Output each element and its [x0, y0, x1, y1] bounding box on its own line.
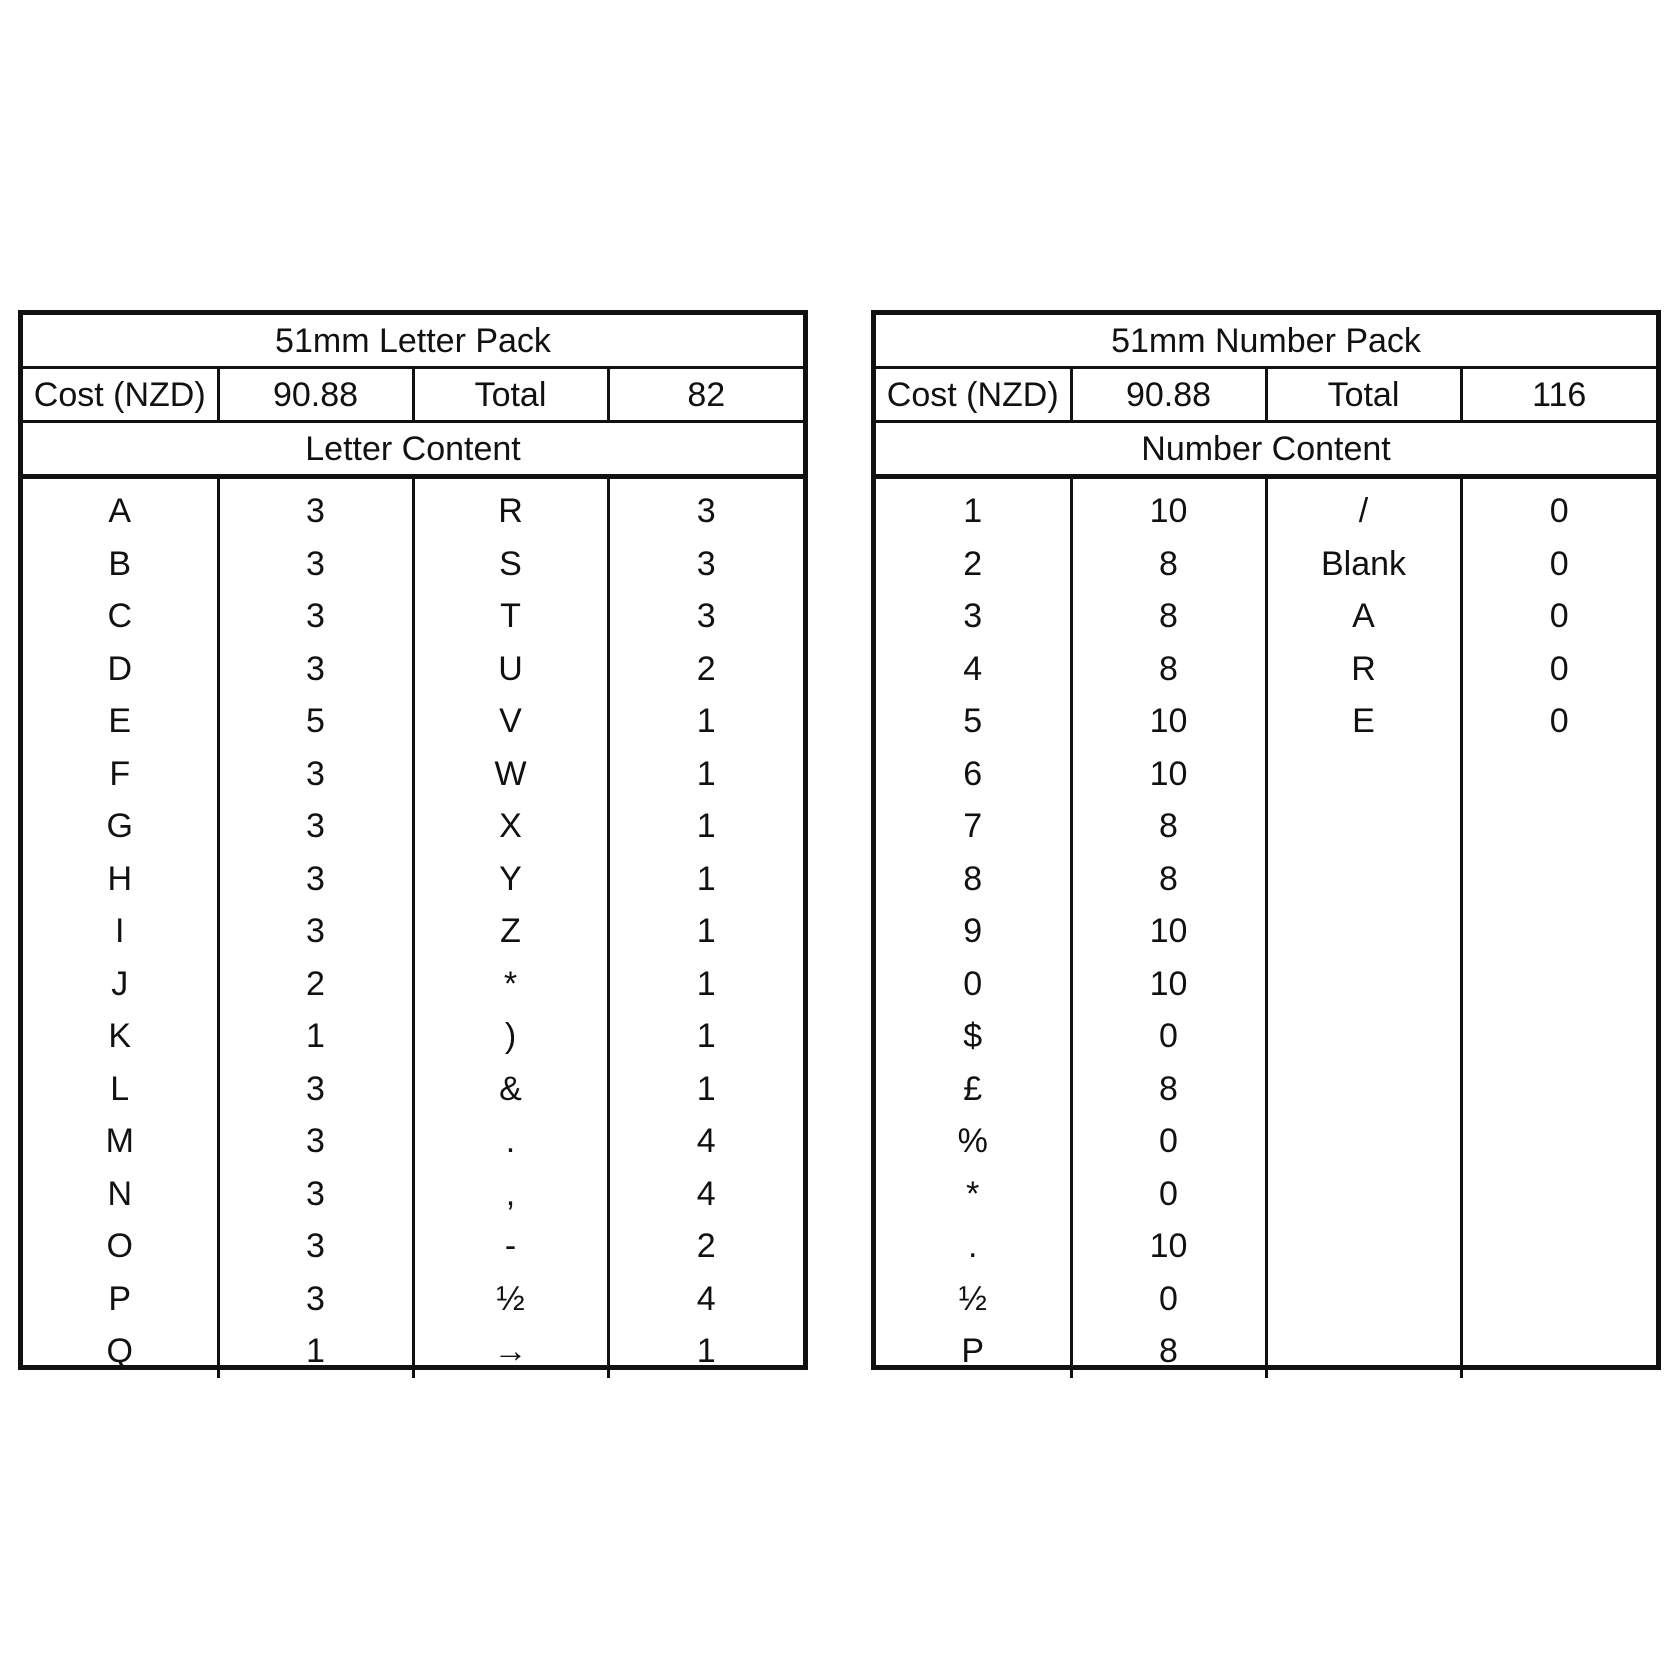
- number-pack-item-2-cell: [1266, 1168, 1461, 1221]
- number-pack-item-cell: .: [968, 1227, 978, 1266]
- letter-pack-count-cell: 3: [218, 905, 413, 958]
- letter-pack-item-cell: Q: [106, 1332, 133, 1371]
- number-pack-item-cell: 9: [963, 912, 983, 951]
- letter-pack-item-2-cell: .: [413, 1115, 608, 1168]
- letter-pack-count-cell: 3: [218, 538, 413, 591]
- number-pack-count-cell: 8: [1071, 538, 1266, 591]
- letter-pack-item-cell: B: [108, 544, 132, 583]
- number-pack-count-cell: 0: [1071, 1168, 1266, 1221]
- number-pack-count-2-cell: 0: [1461, 643, 1656, 696]
- number-pack-item-cell: 1: [963, 492, 983, 531]
- number-pack-item-cell: 8: [963, 859, 983, 898]
- number-pack-count-2-cell: [1461, 748, 1656, 801]
- number-pack-count-2-cell: [1461, 1168, 1656, 1221]
- number-pack-item-cell: 2: [963, 544, 983, 583]
- letter-pack-cost-value: 90.88: [218, 368, 413, 422]
- number-pack-row: [876, 1325, 1656, 1378]
- number-pack-item-2-cell: /: [1266, 477, 1461, 538]
- letter-pack-count-cell: 3: [218, 1273, 413, 1326]
- letter-pack-row: [23, 1063, 803, 1116]
- number-pack-item-cell: P: [961, 1332, 985, 1371]
- number-pack-row: [876, 1115, 1656, 1168]
- letter-pack-item-cell: P: [108, 1279, 132, 1318]
- letter-pack-count-cell: 3: [218, 477, 413, 538]
- number-pack-count-2-cell: [1461, 958, 1656, 1011]
- letter-pack-count-2-cell: 1: [608, 1010, 803, 1063]
- letter-pack-item-2-cell: T: [413, 590, 608, 643]
- letter-pack-count-cell: 2: [218, 958, 413, 1011]
- letter-pack-count-2-cell: 1: [608, 905, 803, 958]
- number-pack-count-2-cell: 0: [1461, 695, 1656, 748]
- letter-pack-count-cell: 3: [218, 853, 413, 906]
- number-pack-item-2-cell: [1266, 1325, 1461, 1378]
- letter-pack-count-2-cell: 3: [608, 538, 803, 591]
- letter-pack-item-cell: G: [106, 807, 133, 846]
- letter-pack-item-2-cell: →: [413, 1325, 608, 1378]
- number-pack-item-2-cell: [1266, 748, 1461, 801]
- number-pack-row: [876, 1273, 1656, 1326]
- letter-pack-count-cell: 1: [218, 1010, 413, 1063]
- letter-pack-item-cell: M: [105, 1122, 134, 1161]
- letter-pack-row: [23, 477, 803, 538]
- number-pack-count-cell: 10: [1071, 748, 1266, 801]
- letter-pack-grid: [23, 315, 803, 1378]
- letter-pack-count-cell: 3: [218, 1220, 413, 1273]
- letter-pack-item-2-cell: R: [413, 477, 608, 538]
- letter-pack-count-2-cell: 1: [608, 748, 803, 801]
- number-pack-count-2-cell: [1461, 1010, 1656, 1063]
- number-pack-count-cell: 8: [1071, 853, 1266, 906]
- number-pack-row: [876, 1220, 1656, 1273]
- letter-pack-item-cell: A: [108, 492, 132, 531]
- number-pack-item-2-cell: [1266, 958, 1461, 1011]
- number-pack-count-cell: 8: [1071, 590, 1266, 643]
- letter-pack-cost-label: Cost (NZD): [23, 368, 218, 422]
- letter-pack-count-2-cell: 3: [608, 477, 803, 538]
- number-pack-item-cell: 3: [963, 597, 983, 636]
- number-pack-item-cell: 4: [963, 649, 983, 688]
- number-pack-row: [876, 1168, 1656, 1221]
- number-pack-item-2-cell: [1266, 1063, 1461, 1116]
- letter-pack-row: [23, 748, 803, 801]
- number-pack-item-2-cell: [1266, 853, 1461, 906]
- number-pack-item-2-cell: A: [1266, 590, 1461, 643]
- number-pack-count-cell: 10: [1071, 477, 1266, 538]
- letter-pack-body: [23, 315, 803, 1378]
- letter-pack-item-2-cell: *: [413, 958, 608, 1011]
- letter-pack-count-2-cell: 2: [608, 643, 803, 696]
- letter-pack-row: [23, 853, 803, 906]
- number-pack-item-2-cell: [1266, 800, 1461, 853]
- letter-pack-item-cell: N: [107, 1174, 133, 1213]
- number-pack-row: [876, 800, 1656, 853]
- letter-pack-count-2-cell: 2: [608, 1220, 803, 1273]
- number-pack-item-cell: 5: [963, 702, 983, 741]
- number-pack-count-cell: 8: [1071, 800, 1266, 853]
- letter-pack-row: [23, 905, 803, 958]
- number-pack-item-2-cell: [1266, 1273, 1461, 1326]
- number-pack-item-2-cell: [1266, 1115, 1461, 1168]
- letter-pack-row: [23, 800, 803, 853]
- letter-pack-item-2-cell: U: [413, 643, 608, 696]
- letter-pack-item-cell: H: [107, 859, 133, 898]
- number-pack-cost-value: 90.88: [1071, 368, 1266, 422]
- letter-pack-count-2-cell: 1: [608, 1325, 803, 1378]
- letter-pack-count-cell: 3: [218, 748, 413, 801]
- number-pack-item-cell: $: [963, 1017, 983, 1056]
- number-pack-count-2-cell: [1461, 1325, 1656, 1378]
- number-pack-item-2-cell: Blank: [1266, 538, 1461, 591]
- number-pack-total-value: 116: [1461, 368, 1656, 422]
- letter-pack-item-2-cell: -: [413, 1220, 608, 1273]
- number-pack-row: [876, 538, 1656, 591]
- letter-pack-row: [23, 695, 803, 748]
- number-pack-count-2-cell: [1461, 1115, 1656, 1168]
- number-pack-item-cell: 7: [963, 807, 983, 846]
- letter-pack-item-2-cell: Z: [413, 905, 608, 958]
- letter-pack-item-2-cell: ,: [413, 1168, 608, 1221]
- number-pack-count-cell: 0: [1071, 1010, 1266, 1063]
- letter-pack-total-value: 82: [608, 368, 803, 422]
- number-pack-total-label: Total: [1266, 368, 1461, 422]
- letter-pack-item-2-cell: ½: [413, 1273, 608, 1326]
- letter-pack-row: [23, 1010, 803, 1063]
- letter-pack-row: [23, 643, 803, 696]
- number-pack-count-2-cell: [1461, 905, 1656, 958]
- number-pack-content-title-row: [876, 422, 1656, 477]
- number-pack-item-2-cell: [1266, 905, 1461, 958]
- number-pack-item-cell: £: [963, 1069, 983, 1108]
- number-pack-content-title: Number Content: [876, 422, 1656, 477]
- letter-pack-count-2-cell: 1: [608, 853, 803, 906]
- number-pack-count-2-cell: 0: [1461, 477, 1656, 538]
- number-pack-grid: [876, 315, 1656, 1378]
- letter-pack-count-2-cell: 4: [608, 1168, 803, 1221]
- letter-pack-item-cell: K: [108, 1017, 132, 1056]
- number-pack-row: [876, 905, 1656, 958]
- number-pack-item-2-cell: R: [1266, 643, 1461, 696]
- number-pack-count-2-cell: 0: [1461, 590, 1656, 643]
- number-pack-count-2-cell: [1461, 1063, 1656, 1116]
- letter-pack-title: 51mm Letter Pack: [23, 315, 803, 368]
- number-pack-body: [876, 315, 1656, 1378]
- number-pack-item-cell: 6: [963, 754, 983, 793]
- letter-pack-count-cell: 3: [218, 1168, 413, 1221]
- letter-pack-row: [23, 538, 803, 591]
- number-pack-count-cell: 0: [1071, 1115, 1266, 1168]
- number-pack-row: [876, 477, 1656, 538]
- letter-pack-count-cell: 3: [218, 590, 413, 643]
- number-pack-row: [876, 695, 1656, 748]
- letter-pack-item-cell: J: [111, 964, 129, 1003]
- letter-pack-count-2-cell: 4: [608, 1273, 803, 1326]
- letter-pack-table: [18, 310, 808, 1370]
- letter-pack-content-title-row: [23, 422, 803, 477]
- letter-pack-count-cell: 5: [218, 695, 413, 748]
- letter-pack-item-cell: C: [107, 597, 133, 636]
- letter-pack-total-label: Total: [413, 368, 608, 422]
- letter-pack-count-cell: 3: [218, 1115, 413, 1168]
- letter-pack-item-2-cell: ): [413, 1010, 608, 1063]
- number-pack-cost-label: Cost (NZD): [876, 368, 1071, 422]
- letter-pack-item-cell: L: [110, 1069, 130, 1108]
- letter-pack-item-2-cell: V: [413, 695, 608, 748]
- number-pack-table: [871, 310, 1661, 1370]
- letter-pack-count-2-cell: 1: [608, 695, 803, 748]
- letter-pack-count-2-cell: 4: [608, 1115, 803, 1168]
- letter-pack-row: [23, 590, 803, 643]
- letter-pack-count-cell: 3: [218, 643, 413, 696]
- number-pack-count-2-cell: [1461, 800, 1656, 853]
- letter-pack-count-2-cell: 1: [608, 800, 803, 853]
- number-pack-row: [876, 590, 1656, 643]
- letter-pack-item-2-cell: &: [413, 1063, 608, 1116]
- letter-pack-item-cell: E: [108, 702, 132, 741]
- letter-pack-item-cell: F: [109, 754, 131, 793]
- number-pack-item-cell: ½: [958, 1279, 987, 1318]
- letter-pack-row: [23, 1273, 803, 1326]
- number-pack-item-cell: %: [957, 1122, 988, 1161]
- letter-pack-count-cell: 1: [218, 1325, 413, 1378]
- letter-pack-content-title: Letter Content: [23, 422, 803, 477]
- letter-pack-item-cell: I: [115, 912, 125, 951]
- letter-pack-item-2-cell: Y: [413, 853, 608, 906]
- letter-pack-row: [23, 1220, 803, 1273]
- number-pack-row: [876, 1063, 1656, 1116]
- letter-pack-title-row: [23, 315, 803, 368]
- number-pack-count-2-cell: [1461, 1220, 1656, 1273]
- number-pack-count-cell: 10: [1071, 1220, 1266, 1273]
- number-pack-row: [876, 853, 1656, 906]
- number-pack-count-cell: 8: [1071, 1325, 1266, 1378]
- number-pack-item-cell: *: [966, 1174, 980, 1213]
- number-pack-title: 51mm Number Pack: [876, 315, 1656, 368]
- number-pack-count-cell: 10: [1071, 958, 1266, 1011]
- number-pack-item-2-cell: E: [1266, 695, 1461, 748]
- letter-pack-item-2-cell: X: [413, 800, 608, 853]
- number-pack-row: [876, 1010, 1656, 1063]
- number-pack-item-2-cell: [1266, 1010, 1461, 1063]
- letter-pack-item-cell: D: [107, 649, 133, 688]
- number-pack-count-cell: 10: [1071, 905, 1266, 958]
- letter-pack-count-2-cell: 1: [608, 1063, 803, 1116]
- number-pack-row: [876, 643, 1656, 696]
- number-pack-count-2-cell: 0: [1461, 538, 1656, 591]
- number-pack-title-row: [876, 315, 1656, 368]
- letter-pack-row: [23, 1325, 803, 1378]
- number-pack-count-cell: 0: [1071, 1273, 1266, 1326]
- number-pack-row: [876, 748, 1656, 801]
- number-pack-count-2-cell: [1461, 853, 1656, 906]
- number-pack-count-cell: 10: [1071, 695, 1266, 748]
- letter-pack-count-cell: 3: [218, 1063, 413, 1116]
- letter-pack-item-2-cell: W: [413, 748, 608, 801]
- number-pack-row: [876, 958, 1656, 1011]
- letter-pack-row: [23, 958, 803, 1011]
- letter-pack-info-row: [23, 368, 803, 422]
- number-pack-item-2-cell: [1266, 1220, 1461, 1273]
- letter-pack-count-cell: 3: [218, 800, 413, 853]
- letter-pack-count-2-cell: 1: [608, 958, 803, 1011]
- letter-pack-row: [23, 1115, 803, 1168]
- number-pack-count-2-cell: [1461, 1273, 1656, 1326]
- number-pack-info-row: [876, 368, 1656, 422]
- letter-pack-row: [23, 1168, 803, 1221]
- number-pack-count-cell: 8: [1071, 643, 1266, 696]
- letter-pack-count-2-cell: 3: [608, 590, 803, 643]
- letter-pack-item-2-cell: S: [413, 538, 608, 591]
- number-pack-count-cell: 8: [1071, 1063, 1266, 1116]
- number-pack-item-cell: 0: [963, 964, 983, 1003]
- letter-pack-item-cell: O: [106, 1227, 133, 1266]
